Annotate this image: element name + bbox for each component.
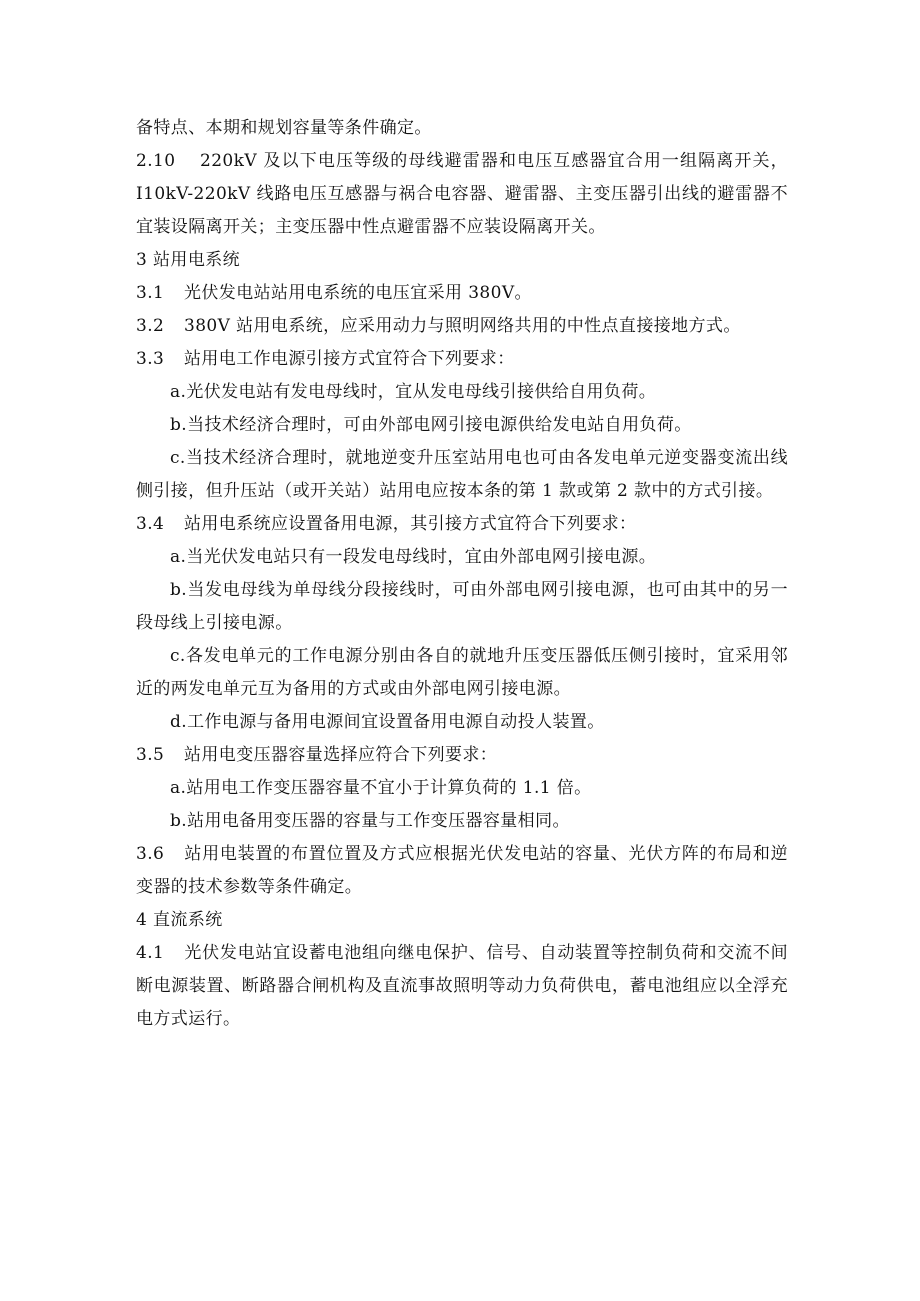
clause-3-4 xyxy=(136,508,788,541)
clause-number: 3.4 xyxy=(136,514,165,534)
list-item-3-3-c: c.当技术经济合理时，就地逆变升压室站用电也可由各发电单元逆变器变流出线侧引接，但升压站（或开关站）站用电应按本条的第 1 款或第 2 款中的方式引接。 xyxy=(136,448,788,501)
section-heading-4: 4 直流系统 xyxy=(136,910,223,930)
list-item-3-5-a: a.站用电工作变压器容量不宜小于计算负荷的 1.1 倍。 xyxy=(170,778,592,798)
clause-text: 站用电变压器容量选择应符合下列要求： xyxy=(184,745,498,765)
list-item-3-5-b: b.站用电备用变压器的容量与工作变压器容量相同。 xyxy=(170,811,570,831)
document-body xyxy=(136,112,788,1036)
clause-number: 3.2 xyxy=(136,316,165,336)
clause-number: 4.1 xyxy=(136,943,165,963)
paragraph-continuation: 备特点、本期和规划容量等条件确定。 xyxy=(136,118,432,138)
clause-4-1 xyxy=(136,937,788,1036)
clause-3-5 xyxy=(136,739,788,772)
clause-3-3 xyxy=(136,343,788,376)
list-item-3-4-b: b.当发电母线为单母线分段接线时，可由外部电网引接电源，也可由其中的另一段母线上引接电源。 xyxy=(136,580,788,633)
list-item-3-3-a: a.光伏发电站有发电母线时，宜从发电母线引接供给自用负荷。 xyxy=(170,382,657,402)
clause-number: 2.10 xyxy=(136,151,176,171)
clause-text: 站用电系统应设置备用电源，其引接方式宜符合下列要求： xyxy=(184,514,637,534)
clause-3-6 xyxy=(136,838,788,904)
clause-text: 光伏发电站宜设蓄电池组向继电保护、信号、自动装置等控制负荷和交流不间断电源装置、断路器合闸机构及直流事故照明等动力负荷供电，蓄电池组应以全浮充电方式运行。 xyxy=(136,943,788,1029)
list-item-3-4-c: c.各发电单元的工作电源分别由各自的就地升压变压器低压侧引接时，宜采用邻近的两发电单元互为备用的方式或由外部电网引接电源。 xyxy=(136,646,788,699)
clause-text: 光伏发电站站用电系统的电压宜采用 380V。 xyxy=(184,283,532,303)
clause-text: 站用电装置的布置位置及方式应根据光伏发电站的容量、光伏方阵的布局和逆变器的技术参数等条件确定。 xyxy=(136,844,788,897)
clause-number: 3.1 xyxy=(136,283,165,303)
clause-text: 站用电工作电源引接方式宜符合下列要求： xyxy=(184,349,515,369)
clause-2-10 xyxy=(136,145,788,244)
clause-3-2 xyxy=(136,310,788,343)
clause-number: 3.6 xyxy=(136,844,165,864)
clause-number: 3.3 xyxy=(136,349,165,369)
clause-number: 3.5 xyxy=(136,745,165,765)
clause-3-1 xyxy=(136,277,788,310)
section-heading-3: 3 站用电系统 xyxy=(136,250,241,270)
list-item-3-3-b: b.当技术经济合理时，可由外部电网引接电源供给发电站自用负荷。 xyxy=(170,415,692,435)
clause-text: 380V 站用电系统，应采用动力与照明网络共用的中性点直接接地方式。 xyxy=(184,316,741,336)
list-item-3-4-d: d.工作电源与备用电源间宜设置备用电源自动投人装置。 xyxy=(170,712,605,732)
list-item-3-4-a: a.当光伏发电站只有一段发电母线时，宜由外部电网引接电源。 xyxy=(170,547,657,567)
clause-text: 220kV 及以下电压等级的母线避雷器和电压互感器宜合用一组隔离开关，I10kV-220kV 线路电压互感器与祸合电容器、避雷器、主变压器引出线的避雷器不宜装设隔离开关；主变压器中性点避雷器不应装设隔离开关。 xyxy=(136,151,788,237)
